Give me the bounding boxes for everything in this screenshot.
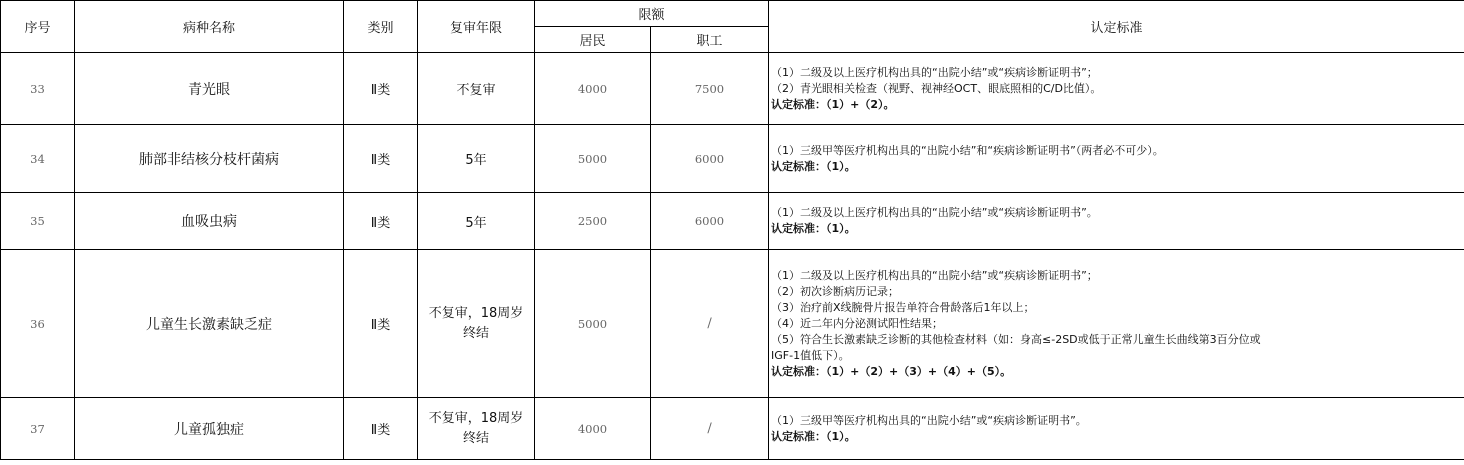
standard-conclusion: 认定标准：（1）。 — [771, 159, 856, 173]
row-seq: 35 — [1, 193, 75, 250]
row-employee-limit: 6000 — [651, 193, 769, 250]
row-review-period: 不复审，18周岁终结 — [418, 398, 535, 460]
table-row — [1, 125, 1464, 193]
header-employee: 职工 — [651, 27, 769, 53]
standard-line: （2）青光眼相关检查（视野、视神经OCT、眼底照相的C/D比值）。 — [771, 81, 1102, 95]
row-disease-name: 血吸虫病 — [75, 193, 344, 250]
row-employee-limit: 7500 — [651, 53, 769, 125]
table-row — [1, 250, 1464, 398]
row-standard — [769, 193, 1464, 250]
header-resident: 居民 — [535, 27, 651, 53]
standard-conclusion: 认定标准：（1）+（2）+（3）+（4）+（5）。 — [771, 364, 1012, 378]
standard-conclusion: 认定标准：（1）。 — [771, 429, 856, 443]
row-disease-name: 儿童生长激素缺乏症 — [75, 250, 344, 398]
row-category: Ⅱ类 — [344, 193, 418, 250]
row-standard — [769, 53, 1464, 125]
standard-line: （1）二级及以上医疗机构出具的“出院小结”或“疾病诊断证明书”； — [771, 268, 1098, 282]
standard-line: IGF-1值低下）。 — [771, 348, 850, 362]
table-row — [1, 193, 1464, 250]
row-employee-limit: 6000 — [651, 125, 769, 193]
header-seq: 序号 — [1, 1, 75, 53]
header-limit: 限额 — [535, 1, 769, 27]
header-disease-name: 病种名称 — [75, 1, 344, 53]
header-category: 类别 — [344, 1, 418, 53]
row-resident-limit: 5000 — [535, 250, 651, 398]
row-seq: 37 — [1, 398, 75, 460]
table-row — [1, 53, 1464, 125]
row-review-period: 5年 — [418, 125, 535, 193]
row-disease-name: 青光眼 — [75, 53, 344, 125]
header-row — [1, 1, 1464, 27]
row-seq: 34 — [1, 125, 75, 193]
row-seq: 36 — [1, 250, 75, 398]
standard-conclusion: 认定标准：（1）+（2）。 — [771, 97, 895, 111]
row-category: Ⅱ类 — [344, 398, 418, 460]
row-standard — [769, 250, 1464, 398]
row-disease-name: 肺部非结核分枝杆菌病 — [75, 125, 344, 193]
standard-line: （1）三级甲等医疗机构出具的“出院小结”和“疾病诊断证明书”（两者必不可少）。 — [771, 143, 1164, 157]
header-review-period: 复审年限 — [418, 1, 535, 53]
row-employee-limit: / — [651, 250, 769, 398]
row-resident-limit: 4000 — [535, 398, 651, 460]
standard-line: （3）治疗前X线腕骨片报告单符合骨龄落后1年以上； — [771, 300, 1035, 314]
standard-line: （1）二级及以上医疗机构出具的“出院小结”或“疾病诊断证明书”。 — [771, 206, 1098, 219]
row-seq: 33 — [1, 53, 75, 125]
standard-line: （4）近二年内分泌测试阳性结果； — [771, 316, 944, 330]
standard-line: （1）三级甲等医疗机构出具的“出院小结”或“疾病诊断证明书”。 — [771, 413, 1087, 427]
row-review-period: 不复审 — [418, 53, 535, 125]
row-category: Ⅱ类 — [344, 53, 418, 125]
row-standard — [769, 398, 1464, 460]
row-resident-limit: 2500 — [535, 193, 651, 250]
standard-line: （1）二级及以上医疗机构出具的“出院小结”或“疾病诊断证明书”； — [771, 65, 1098, 79]
row-category: Ⅱ类 — [344, 125, 418, 193]
row-review-period: 不复审，18周岁终结 — [418, 250, 535, 398]
standard-line: （2）初次诊断病历记录； — [771, 284, 900, 298]
header-standard: 认定标准 — [769, 1, 1464, 53]
row-disease-name: 儿童孤独症 — [75, 398, 344, 460]
row-resident-limit: 5000 — [535, 125, 651, 193]
table-row — [1, 398, 1464, 460]
row-standard — [769, 125, 1464, 193]
standard-line: （5）符合生长激素缺乏诊断的其他检查材料（如：身高≤-2SD或低于正常儿童生长曲线第3百分位或 — [771, 332, 1261, 346]
row-category: Ⅱ类 — [344, 250, 418, 398]
row-employee-limit: / — [651, 398, 769, 460]
standard-conclusion: 认定标准：（1）。 — [771, 222, 856, 235]
row-resident-limit: 4000 — [535, 53, 651, 125]
row-review-period: 5年 — [418, 193, 535, 250]
